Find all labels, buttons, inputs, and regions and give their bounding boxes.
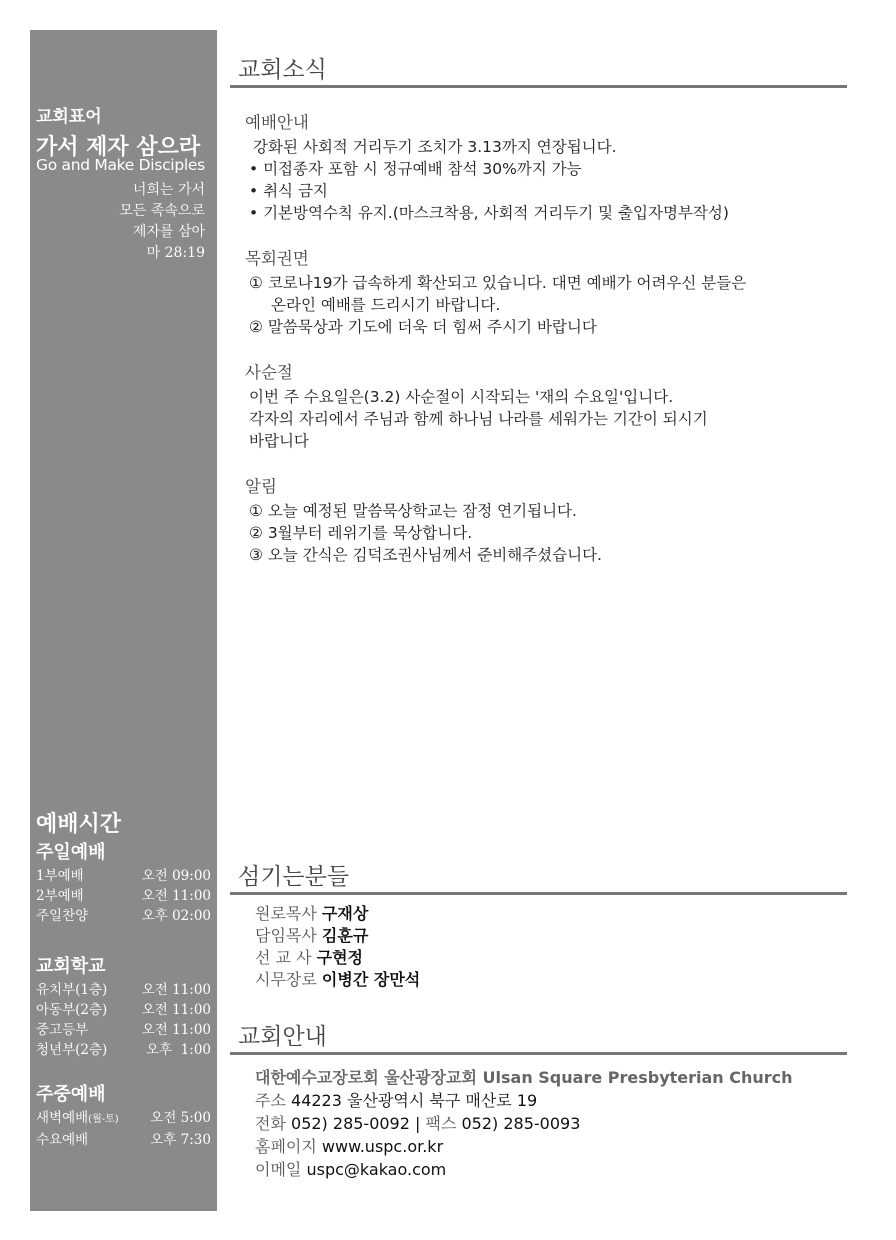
staff-section-header: [230, 862, 847, 895]
phone-label: 전화: [255, 1114, 286, 1133]
school-heading: 교회학교: [36, 956, 106, 977]
news-line: ① 코로나19가 급속하게 확산되고 있습니다. 대면 예배가 어려우신 분들은: [249, 274, 747, 292]
worship-notice-title: 예배안내: [245, 113, 309, 132]
news-line: 바랍니다: [249, 432, 309, 450]
service-time: 오전 11:00: [141, 982, 211, 998]
news-line: • 취식 금지: [249, 182, 328, 200]
church-school: [36, 954, 211, 1060]
service-time: 오전 09:00: [141, 868, 211, 884]
service-name: 수요예배: [36, 1132, 89, 1148]
schedule-row: [36, 1020, 211, 1040]
lent-notice: [245, 362, 845, 452]
fax-label: 팩스: [425, 1114, 457, 1133]
worship-times: [36, 810, 211, 926]
address-label: 주소: [255, 1091, 286, 1110]
schedule-row: [36, 1130, 211, 1150]
service-time: 오전 11:00: [141, 1022, 211, 1038]
staff-role: 담임목사: [255, 926, 317, 945]
staff-role: 선 교 사: [255, 948, 312, 967]
motto-label: 교회표어: [36, 107, 102, 127]
schedule-row: [36, 886, 211, 906]
motto-english: Go and Make Disciples: [36, 156, 205, 174]
news-line: • 미접종자 포함 시 정규예배 참석 30%까지 가능: [249, 160, 582, 178]
schedule-row: [36, 980, 211, 1000]
service-name: 청년부(2층): [36, 1042, 108, 1058]
service-time: 오후 02:00: [141, 908, 211, 924]
church-heading: 교회안내: [238, 1024, 327, 1050]
email-row: [255, 1158, 793, 1181]
address-row: [255, 1089, 793, 1112]
email-label: 이메일: [255, 1160, 302, 1179]
staff-role: 원로목사: [255, 904, 317, 923]
news-section-header: [230, 55, 847, 88]
service-time: 오전 11:00: [141, 1002, 211, 1018]
schedule-row: [36, 1000, 211, 1020]
staff-row: [255, 947, 420, 969]
website-link[interactable]: www.uspc.or.kr: [321, 1137, 444, 1156]
fax-value: 052) 285-0093: [461, 1114, 581, 1133]
staff-row: [255, 903, 420, 925]
staff-list: [255, 903, 420, 991]
staff-row: [255, 925, 420, 947]
service-time: 오전 11:00: [141, 888, 211, 904]
staff-row: [255, 969, 420, 991]
service-name: 중고등부: [36, 1022, 89, 1038]
staff-name: 이병간 장만석: [321, 970, 421, 989]
staff-heading: 섬기는분들: [238, 864, 350, 890]
address-value: 44223 울산광역시 북구 매산로 19: [291, 1091, 538, 1110]
sunday-heading: 주일예배: [36, 842, 106, 863]
worship-notice: [245, 112, 845, 224]
church-name: 대한예수교장로회 울산광장교회 Ulsan Square Presbyterian Church: [255, 1068, 793, 1087]
schedule-row: [36, 1108, 211, 1130]
news-line: ③ 오늘 간식은 김덕조권사님께서 준비해주셨습니다.: [249, 546, 602, 564]
news-line: ① 오늘 예정된 말씀묵상학교는 잠정 연기됩니다.: [249, 502, 577, 520]
service-name: 유치부(1층): [36, 982, 108, 998]
email-link[interactable]: uspc@kakao.com: [306, 1160, 447, 1179]
service-name: 2부예배: [36, 888, 84, 904]
separator: |: [409, 1114, 426, 1133]
service-name: 1부예배: [36, 868, 84, 884]
service-note: (월-토): [88, 1114, 119, 1125]
general-notice-title: 알림: [245, 477, 277, 496]
verse-line: 모든 족속으로: [119, 203, 205, 219]
website-row: [255, 1135, 793, 1158]
schedule-row: [36, 1040, 211, 1060]
website-label: 홈페이지: [255, 1137, 317, 1156]
motto-verse: [119, 180, 205, 264]
schedule-row: [36, 866, 211, 886]
service-time: 오후 7:30: [150, 1132, 211, 1148]
general-notice: [245, 476, 845, 566]
lent-notice-title: 사순절: [245, 363, 293, 382]
pastoral-notice: [245, 248, 845, 338]
staff-role: 시무장로: [255, 970, 317, 989]
news-heading: 교회소식: [238, 57, 327, 83]
sidebar: [30, 30, 217, 1211]
church-section-header: [230, 1022, 847, 1055]
news-line: 강화된 사회적 거리두기 조치가 3.13까지 연장됩니다.: [253, 138, 617, 156]
news-line: 온라인 예배를 드리시기 바랍니다.: [271, 296, 501, 314]
worship-times-heading: 예배시간: [36, 812, 122, 837]
weekday-heading: 주중예배: [36, 1084, 106, 1105]
staff-name: 구현정: [316, 948, 364, 967]
weekday-worship: [36, 1082, 211, 1150]
church-info: [255, 1066, 793, 1181]
news-line: 이번 주 수요일은(3.2) 사순절이 시작되는 '재의 수요일'입니다.: [249, 388, 674, 406]
verse-reference: 마 28:19: [146, 245, 205, 261]
service-time: 오전 5:00: [150, 1110, 211, 1126]
verse-line: 너희는 가서: [132, 182, 205, 198]
staff-name: 김훈규: [321, 926, 369, 945]
news-line: ② 말씀묵상과 기도에 더욱 더 힘써 주시기 바랍니다: [249, 318, 597, 336]
news-line: ② 3월부터 레위기를 묵상합니다.: [249, 524, 473, 542]
news-body: [245, 112, 845, 590]
schedule-row: [36, 906, 211, 926]
news-line: 각자의 자리에서 주님과 함께 하나님 나라를 세워가는 기간이 되시기: [249, 410, 708, 428]
service-name: 아동부(2층): [36, 1002, 108, 1018]
staff-name: 구재상: [321, 904, 369, 923]
motto-title: 가서 제자 삼으라: [36, 135, 201, 160]
service-name: 주일찬양: [36, 908, 89, 924]
verse-line: 제자를 삼아: [132, 224, 205, 240]
service-time: 오후 1:00: [146, 1042, 211, 1058]
contact-row: [255, 1112, 793, 1135]
pastoral-notice-title: 목회권면: [245, 249, 309, 268]
service-name: 새벽예배: [36, 1110, 89, 1126]
news-line: • 기본방역수칙 유지.(마스크착용, 사회적 거리두기 및 출입자명부작성): [249, 204, 729, 222]
phone-value: 052) 285-0092: [291, 1114, 410, 1133]
